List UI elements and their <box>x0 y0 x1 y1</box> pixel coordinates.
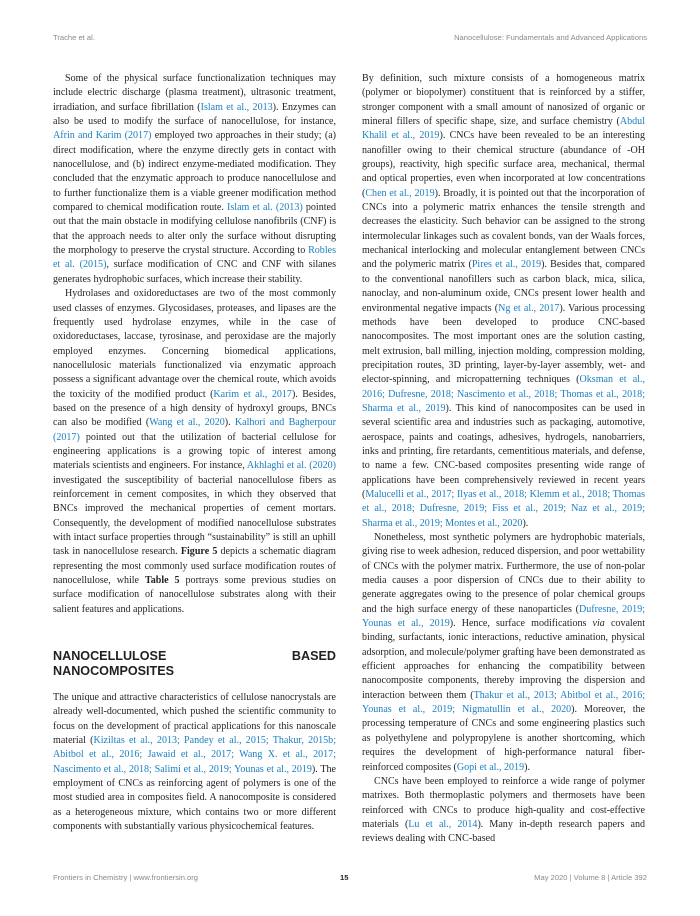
citation-link[interactable]: Pires et al., 2019 <box>471 259 542 271</box>
text-run: ). Moreover, the processing temperature of CNCs and some engineering plastics such as polyethylene and polypropylene is another shortcoming, which requires the development of high-performance natural fiber-reinforced composites ( <box>362 704 645 773</box>
text-run: ). Besides that, compared to the conventional nanofillers such as carbon black, mica, silica, nanoclay, and non-aluminum oxide, CNCs present lower health and environmental negative impacts ( <box>362 259 645 314</box>
paragraph <box>362 775 645 847</box>
citation-link[interactable]: Ng et al., 2017 <box>498 302 560 314</box>
right-column <box>362 72 645 847</box>
figure-table-ref: Figure 5 <box>180 546 218 558</box>
text-run: ). Besides, based on the presence of a high density of hydroxyl groups, BNCs can also be modified ( <box>53 388 336 429</box>
text-run: ). Enzymes can also be used to modify the surface of nanocellulose, for instance, <box>53 101 337 128</box>
section-heading: NANOCELLULOSE BASED NANOCOMPOSITES <box>53 649 336 679</box>
running-header-title: Nanocellulose: Fundamentals and Advanced Applications <box>454 33 647 42</box>
citation-link[interactable]: Islam et al., 2013 <box>200 101 273 113</box>
text-run: By definition, such mixture consists of a homogeneous matrix (polymer or biopolymer) constituent that is reinforced by a stiffer, stronger component with a small amount of nanosized of organic or mineral fillers of specific shape, size, and surface chemistry ( <box>362 73 645 128</box>
text-run: ). <box>524 761 530 773</box>
citation-link[interactable]: Abdul Khalil et al., 2019 <box>362 116 645 142</box>
paragraph <box>362 72 645 531</box>
text-run: ). The employment of CNCs as reinforcing agent of polymers is one of the most studied area in composites field. A nanocomposite is considered as a heterogeneous mixture, which contains two or more different components with substantially various physicochemical features. <box>53 763 336 833</box>
citation-link[interactable]: Lu et al., 2014 <box>408 818 478 830</box>
italic-text: via <box>592 618 605 630</box>
text-run: ). <box>522 517 529 529</box>
citation-link[interactable]: Dufresne, 2019; Younas et al., 2019 <box>362 603 646 630</box>
text-run: employed two approaches in their study; (a) direct modification, where the enzyme directly gets in contact with nanocellulose, and (b) indirect enzyme-mediated modification. They concluded that the enzymatic approach to produce nanocellulose and to further functionalize them is a viable greener modification method compared to chemical modification route. <box>53 130 336 214</box>
citation-link[interactable]: Islam et al. (2013) <box>227 202 303 214</box>
text-run: ). Broadly, it is pointed out that the incorporation of CNCs into a polymeric matrix enhances the tensile strength and decreases the elasticity. Such behavior can be assigned to the strong intermolecular linkages such as covalent bonds, van der Waals forces, mechanical interlocking and molecular entanglement between CNCs and the polymeric matrix ( <box>362 187 645 271</box>
citation-link[interactable]: Afrin and Karim (2017) <box>53 130 152 142</box>
citation-link[interactable]: Oksman et al., 2016; Dufresne, 2018; Nascimento et al., 2018; Thomas et al., 2018; Sharma et al., 2019 <box>362 374 645 414</box>
text-run: ). Various processing methods have been developed to produce CNC-based nanocomposites. The most important ones are the solution casting, melt extrusion, ball milling, injection molding, compression molding, precipitation routes, 3D printing, layer-by-layer assembly, wet- and elector-spinning, and micropatterning techniques ( <box>362 302 645 386</box>
paragraph <box>53 287 336 617</box>
text-run: The unique and attractive characteristics of cellulose nanocrystals are already well-documented, which pushed the scientific community to focus on the development of practical applications for this nanoscale material ( <box>53 692 336 747</box>
paragraph <box>53 72 336 287</box>
footer-journal: Frontiers in Chemistry | www.frontiersin.org <box>53 873 199 882</box>
citation-link[interactable]: Wang et al., 2020 <box>149 417 225 429</box>
citation-link[interactable]: Thakur et al., 2013; Abitbol et al., 2016; Younas et al., 2019; Nigmatullin et al., 2020 <box>362 689 646 716</box>
text-run: ). Hence, surface modifications <box>449 618 593 630</box>
text-run: ). CNCs have been revealed to be an interesting nanofiller owing to their chemical structure (abundance of -OH groups), reactivity, high specific surface area, mechanical, thermal and optical properties, even when incorporated at low concentrations ( <box>362 130 645 199</box>
citation-link[interactable]: Gopi et al., 2019 <box>456 761 525 773</box>
text-run: , surface modification of CNC and CNF with silanes generates hydrophobic surfaces, which increase their stability. <box>53 259 337 285</box>
citation-link[interactable]: Malucelli et al., 2017; Ilyas et al., 2018; Klemm et al., 2018; Thomas et al., 2018; Dufresne, 2019; Fiss et al., 2019; Naz et al., 2019; Sharma et al., 2019; Montes et al., 2020 <box>362 488 645 529</box>
figure-table-ref: Table 5 <box>144 575 180 587</box>
text-run: covalent binding, surfactants, ionic interactions, reductive amination, physical adsorption, and molecule/polymer grafting have been demonstrated as efficient approaches for enhancing the compatibility between nanocomposite components, thereby improving the dispersion and interaction between them ( <box>362 618 645 701</box>
paragraph <box>53 691 336 834</box>
text-run: CNCs have been employed to reinforce a wide range of polymer matrixes. Both thermoplastic polymers and thermosets have been reinforced with CNCs to produce high-quality and cost-effective materials ( <box>362 775 645 830</box>
citation-link[interactable]: Kalhori and Bagherpour (2017) <box>53 417 336 443</box>
text-run: ). Many in-depth research papers and reviews dealing with CNC-based <box>362 818 645 845</box>
text-run: investigated the susceptibility of bacterial nanocellulose fibers as reinforcement in cement composites, in which they observed that BNCs improved the mechanical properties of cement mortars. Consequently, the development of modified nanocellulose substrates with intact surface properties through “sustainability” is still an uphill task in nanocellulose research. <box>53 474 336 558</box>
citation-link[interactable]: Akhlaghi et al. (2020) <box>246 460 336 472</box>
citation-link[interactable]: Robles et al. (2015) <box>53 245 336 271</box>
text-run: Some of the physical surface functionalization techniques may include electric discharge (plasma treatment), ultrasonic treatment, irradiation, and surface fibrillation ( <box>53 73 336 113</box>
text-run: depicts a schematic diagram representing the most commonly used surface modification routes of nanocellulose, while <box>53 546 336 587</box>
text-run: pointed out that the main obstacle in modifying cellulose nanofibrils (CNF) is that the approach needs to alter only the surface without disrupting the morphology to preserve the crystal structure. According to <box>53 202 336 257</box>
text-run: portrays some previous studies on surface modification of nanocellulose substrates along with their salient features and applications. <box>53 575 336 615</box>
text-run: pointed out that the utilization of bacterial cellulose for engineering applications is a growing topic of interest among materials scientists and engineers. For instance, <box>53 431 336 472</box>
left-column <box>53 72 336 835</box>
text-run: Nonetheless, most synthetic polymers are hydrophobic materials, giving rise to week adhesion, reduced dispersion, and poor wettability of CNCs with the polymer matrix. Furthermore, the use of non-polar media causes a poor dispersion of CNCs due to their ability to generate aggregates owing to the presence of polar chemical groups and the high surface energy of these nanoparticles ( <box>362 532 645 615</box>
citation-link[interactable]: Karim et al., 2017 <box>213 388 292 400</box>
running-header-authors: Trache et al. <box>53 33 95 42</box>
page-number: 15 <box>340 873 349 882</box>
text-run: ). This kind of nanocomposites can be used in several scientific area and industries such as packaging, automotive, aerospace, paints and coatings, adhesives, hydrogels, nanobarriers, inks and printing, fire retardants, cementitious materials, and defense, to name a few. CNC-based composites presenting wide range of applications have been comprehensively reviewed in recent years ( <box>362 402 645 500</box>
citation-link[interactable]: Chen et al., 2019 <box>365 187 435 199</box>
citation-link[interactable]: Kiziltas et al., 2013; Pandey et al., 2015; Thakur, 2015b; Abitbol et al., 2016; Jawaid et al., 2017; Wang X. et al., 2017; Nascimento et al., 2018; Salimi et al., 2019; Younas et al., 2019 <box>53 735 336 775</box>
text-run: Hydrolases and oxidoreductases are two of the most commonly used classes of enzymes. Glycosidases, proteases, and lipases are the frequently used hydrolase enzymes, while in the case of oxidoreductases, laccase, tyrosinase, and peroxidase are the majorly employed enzymes. Concerning biomedical applications, nanocellulosic materials functionalized via enzymatic approach possess a significant advantage over the chemical route, which avoids the toxicity of the modified product ( <box>53 288 336 400</box>
text-run: ). <box>224 417 235 429</box>
footer-issue: May 2020 | Volume 8 | Article 392 <box>534 873 647 882</box>
paragraph <box>362 531 645 775</box>
